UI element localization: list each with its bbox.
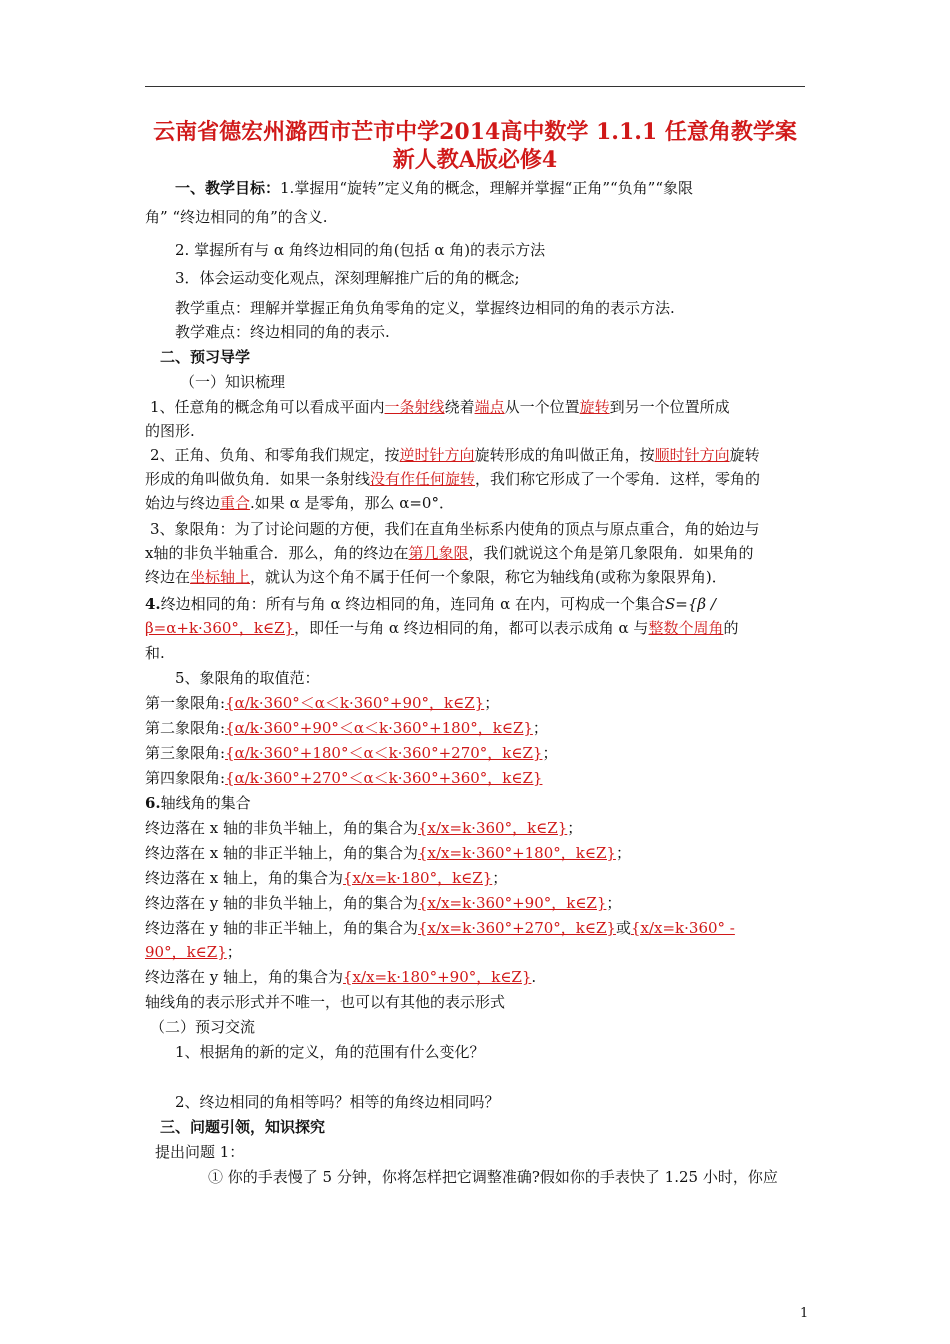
quadrant-1-set: 第一象限角:{α/k·360°＜α＜k·360°+90°，k∈Z}；: [145, 694, 500, 712]
axis-set-6: 终边落在 y 轴上，角的集合为{x/x=k·180°+90°，k∈Z}.: [145, 968, 537, 986]
item-5-heading: 5、象限角的取值范：: [175, 669, 320, 687]
item-1-line-2: 的图形.: [145, 422, 195, 440]
objective-line-3: 2. 掌握所有与 α 角终边相同的角(包括 α 角)的表示方法: [175, 241, 546, 259]
exchange-question-2: 2、终边相同的角相等吗？相等的角终边相同吗？: [175, 1093, 500, 1111]
quadrant-4-set: 第四象限角:{α/k·360°+270°＜α＜k·360°+360°，k∈Z}: [145, 769, 543, 787]
document-title: 云南省德宏州潞西市芒市中学2014高中数学 1.1.1 任意角教学案 新人教A版必修4: [153, 119, 797, 173]
section-3-heading: 三、问题引领，知识探究: [160, 1118, 326, 1136]
axis-set-4: 终边落在 y 轴的非负半轴上，角的集合为{x/x=k·360°+90°，k∈Z}；: [145, 894, 622, 912]
item-4-line-2: β=α+k·360°，k∈Z}，即任一与角 α 终边相同的角，都可以表示成角 α 与整数个周角的: [145, 619, 739, 637]
header-rule: [145, 86, 805, 87]
teaching-key: 教学重点：理解并掌握正角负角零角的定义，掌握终边相同的角的表示方法.: [175, 299, 675, 317]
exchange-question-1: 1、根据角的新的定义，角的范围有什么变化？: [175, 1043, 485, 1061]
objective-line-4: 3．体会运动变化观点，深刻理解推广后的角的概念;: [175, 269, 520, 287]
item-2-line-2: 形成的角叫做负角．如果一条射线没有作任何旋转，我们称它形成了一个零角．这样，零角的: [145, 470, 761, 488]
item-3-line-3: 终边在坐标轴上，就认为这个角不属于任何一个象限，称它为轴线角(或称为象限界角)．: [145, 568, 727, 586]
quadrant-3-set: 第三象限角:{α/k·360°+180°＜α＜k·360°+270°，k∈Z}；: [145, 744, 558, 762]
item-4-line-1: 4.终边相同的角：所有与角 α 终边相同的角，连同角 α 在内，可构成一个集合S={β /: [145, 595, 716, 613]
item-4-line-3: 和.: [145, 644, 165, 662]
axis-set-1: 终边落在 x 轴的非负半轴上，角的集合为{x/x=k·360°，k∈Z}；: [145, 819, 583, 837]
axis-note: 轴线角的表示形式并不唯一，也可以有其他的表示形式: [145, 993, 506, 1011]
page-number: 1: [800, 1306, 809, 1321]
item-3-line-2: x轴的非负半轴重合．那么，角的终边在第几象限，我们就说这个角是第几象限角．如果角的: [145, 544, 754, 562]
objective-line-2: 角” “终边相同的角”的含义.: [145, 208, 328, 226]
item-1-line-1: 1、任意角的概念角可以看成平面内一条射线绕着端点从一个位置旋转到另一个位置所成: [150, 398, 730, 416]
axis-set-3: 终边落在 x 轴上，角的集合为{x/x=k·180°，k∈Z}；: [145, 869, 508, 887]
objective-line-1: 一、教学目标：1.掌握用“旋转”定义角的概念，理解并掌握“正角”“负角”“象限: [175, 179, 694, 197]
question-1-label: 提出问题 1：: [155, 1143, 245, 1161]
teaching-difficulty: 教学难点：终边相同的角的表示.: [175, 323, 390, 341]
axis-set-2: 终边落在 x 轴的非正半轴上，角的集合为{x/x=k·360°+180°，k∈Z}；: [145, 844, 631, 862]
subsection-exchange: （二）预习交流: [150, 1018, 256, 1036]
item-2-line-3: 始边与终边重合.如果 α 是零角，那么 α=0°．: [145, 494, 454, 512]
item-2-line-1: 2、正角、负角、和零角我们规定，按逆时针方向旋转形成的角叫做正角，按顺时针方向旋转: [150, 446, 760, 464]
quadrant-2-set: 第二象限角:{α/k·360°+90°＜α＜k·360°+180°，k∈Z}；: [145, 719, 548, 737]
section-2-heading: 二、预习导学: [160, 348, 251, 366]
axis-set-5-line-1: 终边落在 y 轴的非正半轴上，角的集合为{x/x=k·360°+270°，k∈Z}或{x/x=k·360° -: [145, 919, 735, 937]
item-6-heading: 6.轴线角的集合: [145, 794, 251, 812]
question-1-text: ① 你的手表慢了 5 分钟，你将怎样把它调整准确?假如你的手表快了 1.25 小时，你应: [208, 1168, 778, 1186]
subsection-knowledge: （一）知识梳理: [180, 373, 286, 391]
item-3-line-1: 3、象限角：为了讨论问题的方便，我们在直角坐标系内使角的顶点与原点重合，角的始边与: [150, 520, 760, 538]
axis-set-5-line-2: 90°，k∈Z}；: [145, 943, 242, 961]
